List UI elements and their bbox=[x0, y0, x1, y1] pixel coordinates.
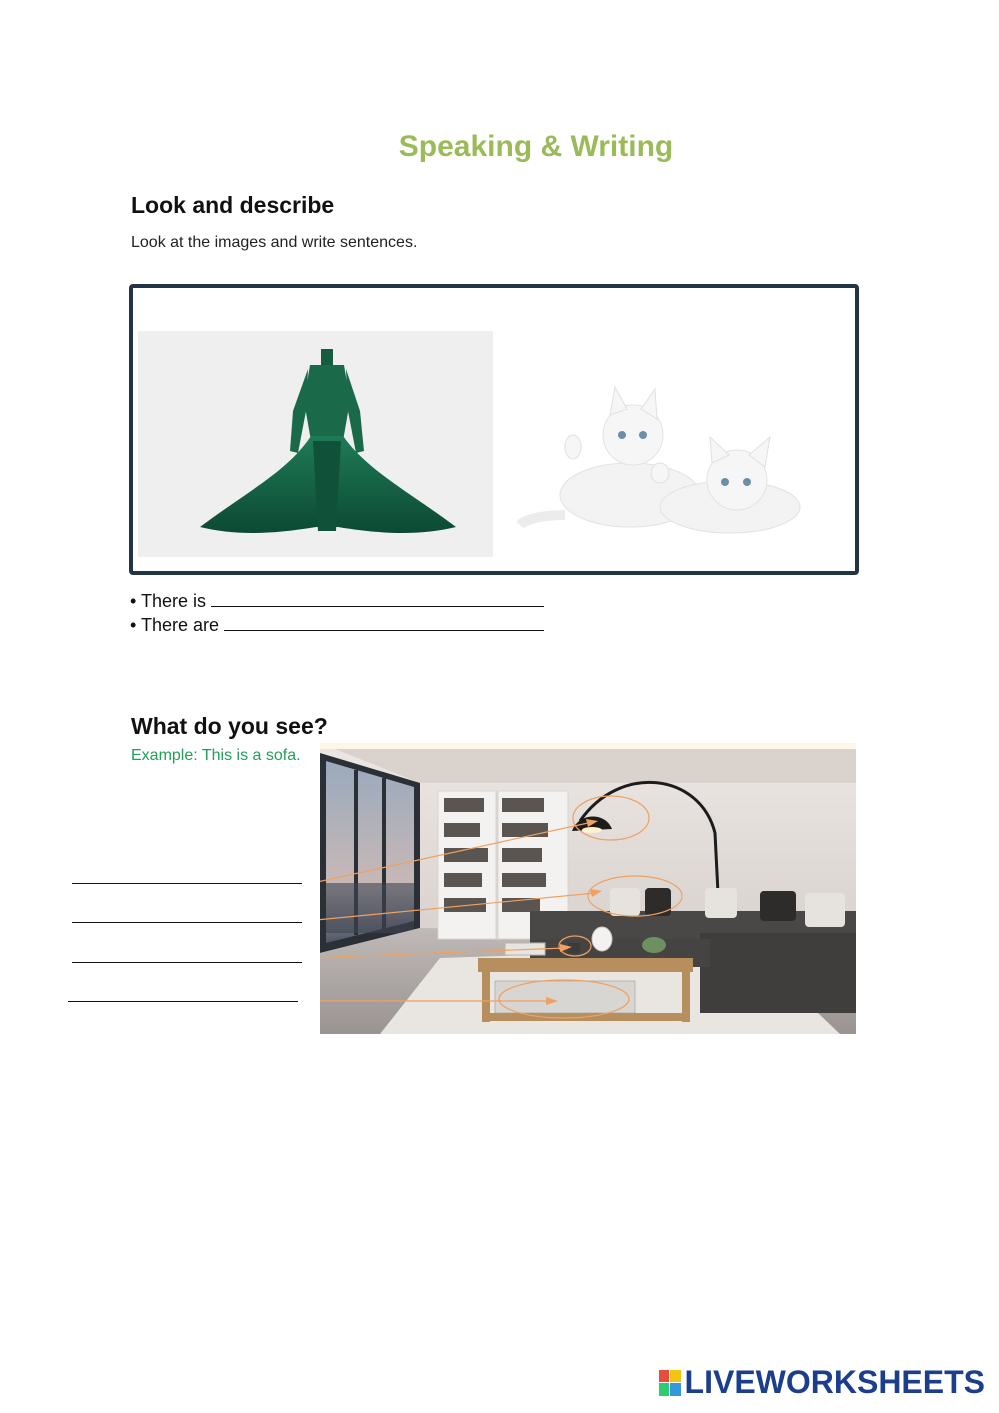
page-title: Speaking & Writing bbox=[398, 130, 674, 163]
answer-line-2[interactable] bbox=[72, 922, 302, 923]
what-do-you-see-heading: What do you see? bbox=[131, 713, 328, 739]
instruction-text: Look at the images and write sentences. bbox=[131, 234, 418, 251]
prompt-there-is bbox=[130, 590, 544, 612]
answer-line-3[interactable] bbox=[72, 962, 302, 963]
liveworksheets-icon bbox=[659, 1370, 681, 1396]
prompt-there-are-text: • There are bbox=[130, 615, 220, 635]
look-and-describe-heading: Look and describe bbox=[131, 192, 335, 218]
answer-blank-1[interactable] bbox=[211, 590, 544, 607]
example-text: Example: This is a sofa. bbox=[131, 747, 301, 764]
answer-blank-2[interactable] bbox=[224, 614, 544, 631]
liveworksheets-logo bbox=[659, 1364, 985, 1401]
prompt-there-are bbox=[130, 614, 544, 636]
living-room-image bbox=[320, 743, 856, 1034]
prompt-there-is-text: • There is bbox=[130, 591, 206, 611]
answer-line-1[interactable] bbox=[72, 883, 302, 884]
brand-text: LIVEWORKSHEETS bbox=[684, 1364, 985, 1400]
white-kittens-image bbox=[515, 375, 810, 535]
green-gown-image bbox=[138, 331, 493, 557]
answer-line-4[interactable] bbox=[68, 1001, 298, 1002]
